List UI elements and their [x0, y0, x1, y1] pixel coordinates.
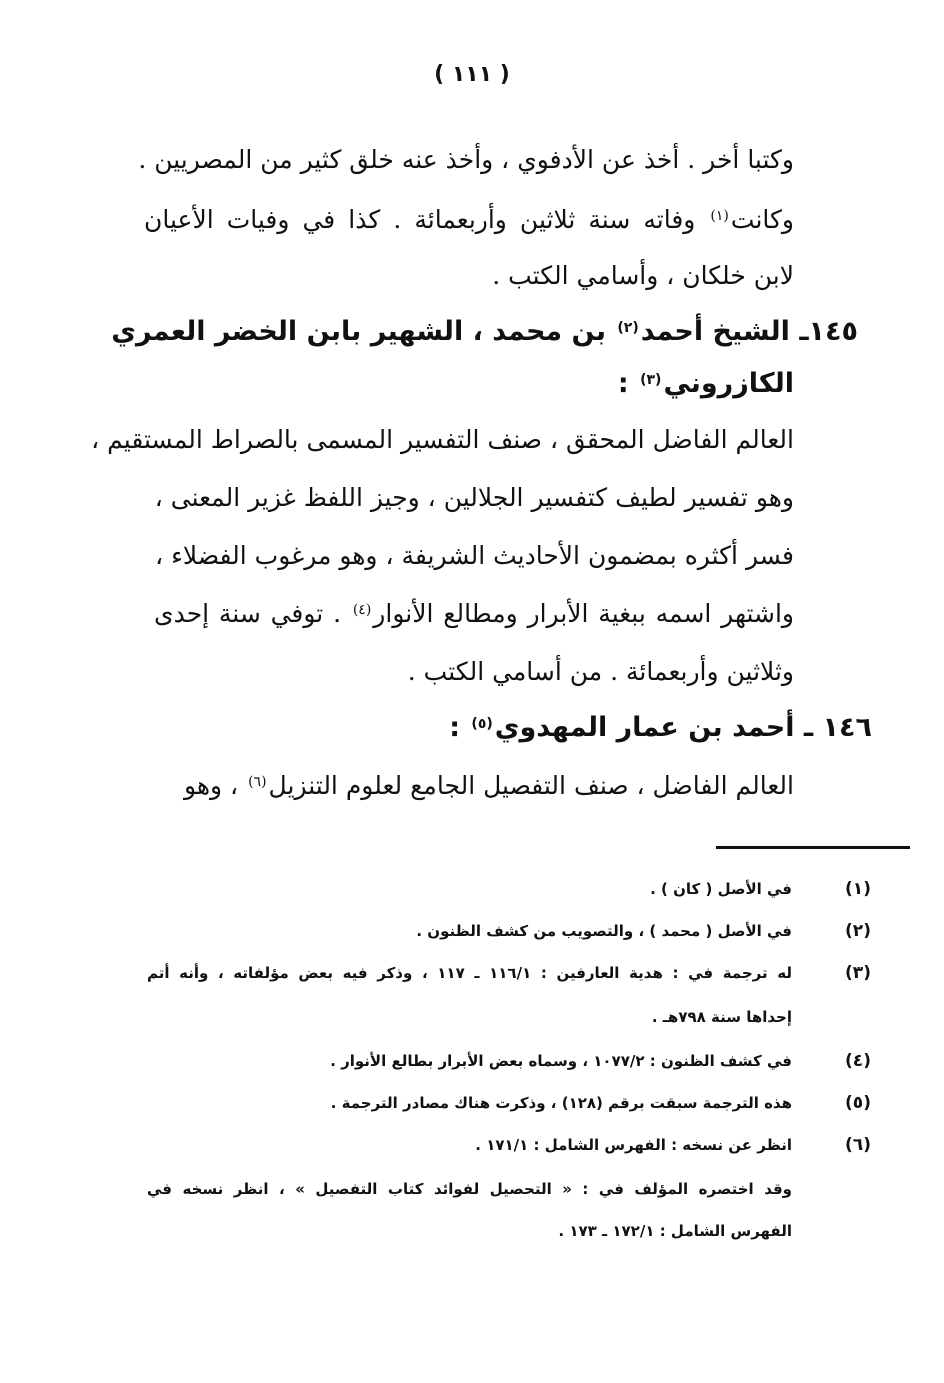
body-line-3: لابن خلكان ، وأسامي الكتب .: [492, 261, 794, 290]
footnote-ref-5: (٥): [471, 716, 493, 732]
footnote-6-number: (٦): [845, 1135, 871, 1155]
entry-145-colon: :: [617, 368, 629, 399]
footnote-5-text: هذه الترجمة سبقت برقم (١٢٨) ، وذكرت هناك مصادر الترجمة .: [330, 1094, 792, 1112]
entry-146-title: ـ أحمد بن عمار المهدوي: [494, 712, 814, 743]
footnote-3-number: (٣): [845, 963, 871, 983]
body-line-2: [144, 200, 794, 240]
entry-146-heading: [449, 706, 872, 750]
body-line-2-start: وكانت: [730, 205, 794, 234]
body-line-9-b: ، وهو: [183, 771, 239, 800]
footnote-6-text-line-1: انظر عن نسخه : الفهرس الشامل : ١٧١/١ .: [475, 1136, 792, 1154]
body-line-6: فسر أكثره بمضمون الأحاديث الشريفة ، وهو مرغوب الفضلاء ،: [155, 541, 794, 570]
body-line-2-rest: وفاته سنة ثلاثين وأربعمائة . كذا في وفيات الأعيان: [144, 205, 696, 234]
footnote-1-number: (١): [845, 879, 871, 899]
body-line-5: وهو تفسير لطيف كتفسير الجلالين ، وجيز اللفظ غزير المعنى ،: [154, 483, 794, 512]
body-line-9-a: العالم الفاضل ، صنف التفصيل الجامع لعلوم التنزيل: [268, 771, 794, 800]
entry-145-title-c: الكازروني: [663, 368, 794, 399]
footnote-ref-3: (٣): [640, 372, 662, 388]
footnote-6-text-line-3: الفهرس الشامل : ١٧٢/١ ـ ١٧٣ .: [558, 1222, 792, 1240]
footnote-2-number: (٢): [845, 921, 871, 941]
page-number: ( ١١١ ): [434, 62, 510, 87]
entry-145-number: ١٤٥ـ: [799, 316, 858, 347]
body-line-8: وثلاثين وأربعمائة . من أسامي الكتب .: [407, 657, 794, 686]
entry-145-heading: [111, 310, 858, 354]
entry-145-title-a: الشيخ أحمد: [640, 316, 790, 347]
footnote-ref-2: (٢): [617, 320, 639, 336]
body-line-4: العالم الفاضل المحقق ، صنف التفسير المسمى بالصراط المستقيم ،: [91, 425, 794, 454]
entry-146-colon: :: [449, 712, 461, 743]
footnote-4-number: (٤): [845, 1051, 871, 1071]
entry-145-heading-cont: [618, 362, 794, 406]
footnote-1-text: في الأصل ( كان ) .: [650, 880, 792, 898]
footnote-3-text-line-2: إحداها سنة ٧٩٨هـ .: [651, 1008, 792, 1026]
body-line-7: [154, 594, 794, 634]
body-line-9: [94, 766, 794, 806]
footnote-separator: [716, 846, 910, 849]
footnote-6-text-line-2: وقد اختصره المؤلف في : « التحصيل لفوائد كتاب التفصيل » ، انظر نسخه في: [147, 1180, 792, 1198]
footnote-4-text: في كشف الظنون : ١٠٧٧/٢ ، وسماه بعض الأبرار بطالع الأنوار .: [330, 1052, 792, 1070]
footnote-3-text-line-1: له ترجمة في : هدية العارفين : ١١٦/١ ـ ١١٧ ، وذكر فيه بعض مؤلفاته ، وأنه أتم: [147, 964, 792, 982]
body-line-7-a: واشتهر اسمه ببغية الأبرار ومطالع الأنوار: [373, 599, 794, 628]
footnote-5-number: (٥): [845, 1093, 871, 1113]
footnote-ref-1: (١): [710, 208, 729, 224]
body-line-1: وكتبا أخر . أخذ عن الأدفوي ، وأخذ عنه خلق كثير من المصريين .: [138, 145, 794, 174]
entry-145-title-b: بن محمد ، الشهير بابن الخضر العمري: [111, 316, 606, 347]
footnote-ref-4: (٤): [352, 602, 372, 618]
entry-146-number: ١٤٦: [822, 712, 872, 743]
body-line-7-b: . توفي سنة إحدى: [154, 599, 342, 628]
footnote-ref-6: (٦): [248, 774, 267, 790]
footnote-2-text: في الأصل ( محمد ) ، والتصويب من كشف الظنون .: [416, 922, 792, 940]
